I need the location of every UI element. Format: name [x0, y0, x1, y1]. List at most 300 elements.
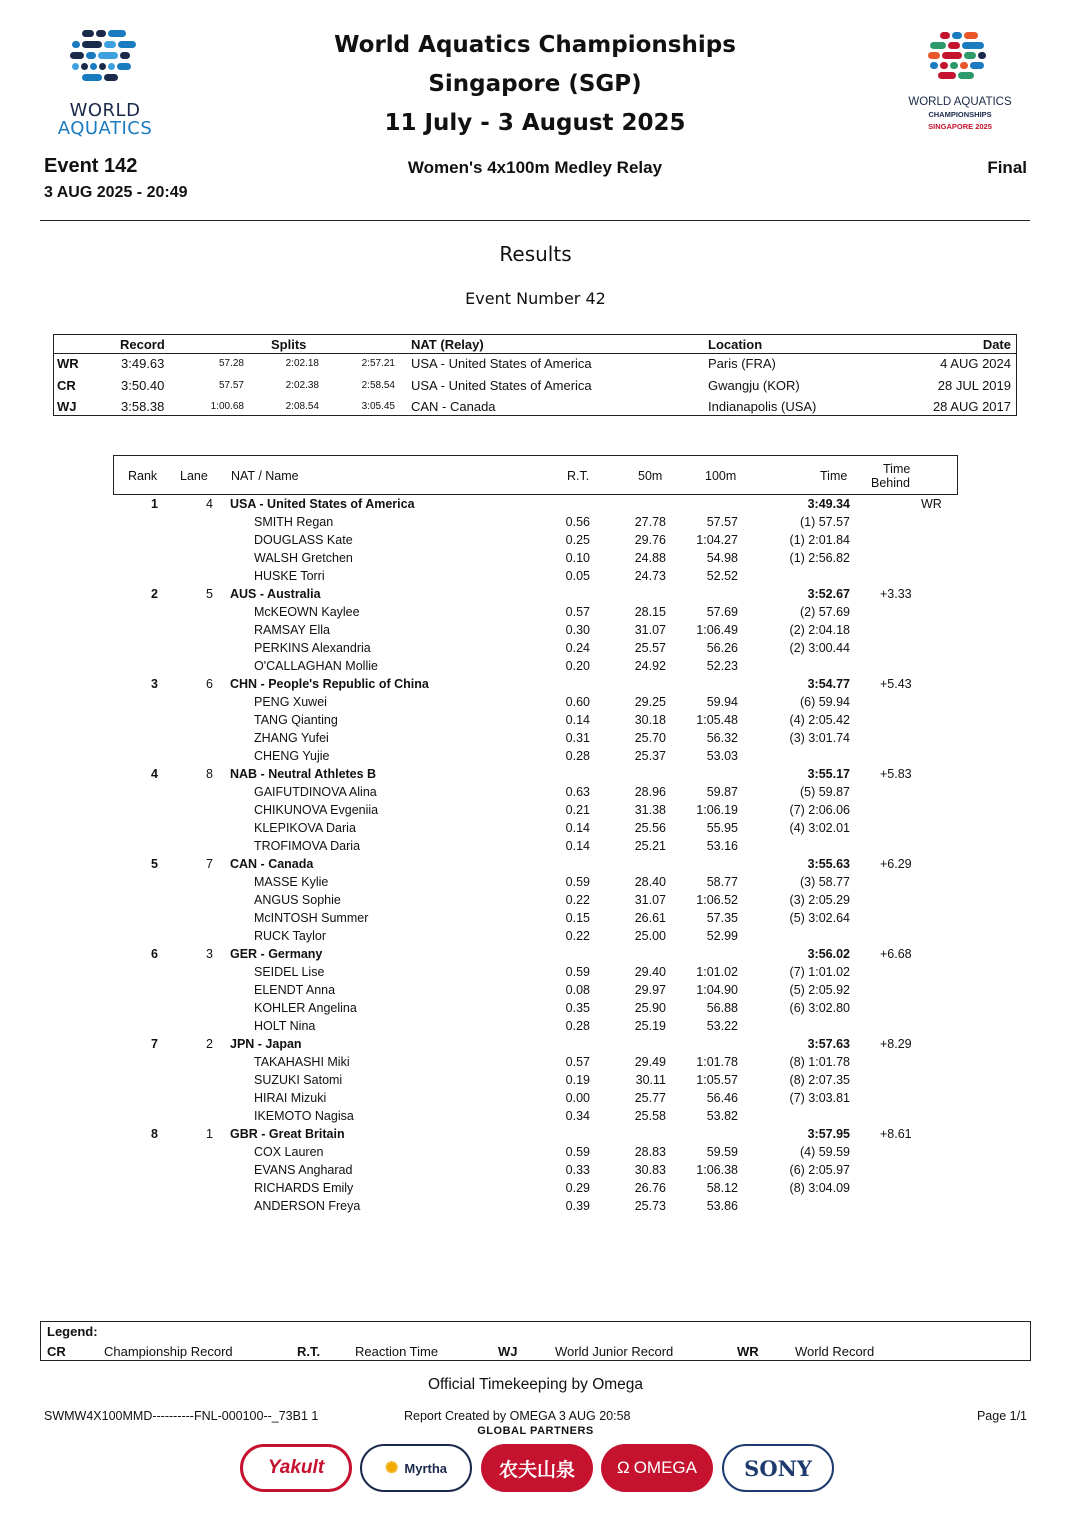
legend-title: Legend:	[47, 1324, 98, 1339]
swimmer-name: SMITH Regan	[254, 515, 334, 529]
swimmer-reaction-time: 0.25	[565, 533, 590, 547]
swimmer-cumulative-split: (8) 3:04.09	[789, 1181, 850, 1195]
results-table-header	[113, 455, 958, 495]
swimmer-cumulative-split: (4) 2:05.42	[789, 713, 850, 727]
records-header-record: Record	[120, 337, 165, 352]
col-rank: Rank	[128, 469, 158, 483]
swimmer-reaction-time: 0.59	[565, 965, 590, 979]
legend-code: WJ	[498, 1344, 518, 1359]
swimmer-100m: 53.22	[706, 1019, 738, 1033]
records-table	[53, 334, 1017, 416]
swimmer-50m: 30.11	[635, 1073, 666, 1087]
team-lane: 8	[206, 767, 213, 781]
swimmer-100m: 57.35	[706, 911, 738, 925]
record-split-3: 2:57.21	[361, 358, 395, 369]
team-row	[0, 586, 1071, 604]
swimmer-reaction-time: 0.59	[565, 1145, 590, 1159]
swimmer-50m: 29.76	[634, 533, 666, 547]
swimmer-row	[0, 910, 1071, 928]
record-nat: USA - United States of America	[411, 378, 592, 393]
swimmer-row	[0, 1198, 1071, 1216]
swimmer-50m: 31.07	[634, 893, 666, 907]
swimmer-cumulative-split: (1) 57.57	[799, 515, 850, 529]
swimmer-reaction-time: 0.63	[565, 785, 590, 799]
team-lane: 2	[206, 1037, 213, 1051]
swimmer-cumulative-split: (8) 1:01.78	[789, 1055, 850, 1069]
team-lane: 3	[206, 947, 213, 961]
swimmer-reaction-time: 0.24	[565, 641, 590, 655]
swimmer-100m: 59.94	[706, 695, 738, 709]
team-lane: 1	[206, 1127, 213, 1141]
swimmer-name: SEIDEL Lise	[254, 965, 325, 979]
record-location: Paris (FRA)	[708, 356, 776, 371]
swimmer-50m: 29.40	[634, 965, 666, 979]
swimmer-50m: 25.77	[634, 1091, 666, 1105]
team-row	[0, 1036, 1071, 1054]
team-name: GBR - Great Britain	[230, 1127, 345, 1141]
legend-code: R.T.	[297, 1344, 321, 1359]
title-line-1: World Aquatics Championships	[334, 32, 736, 58]
swimmer-reaction-time: 0.08	[565, 983, 590, 997]
record-row	[54, 376, 1016, 397]
swimmer-reaction-time: 0.22	[565, 893, 590, 907]
swimmer-reaction-time: 0.59	[565, 875, 590, 889]
swimmer-name: KLEPIKOVA Daria	[254, 821, 356, 835]
swimmer-reaction-time: 0.39	[565, 1199, 590, 1213]
swimmer-cumulative-split: (2) 2:04.18	[789, 623, 850, 637]
swimmer-reaction-time: 0.10	[565, 551, 590, 565]
col-name: NAT / Name	[231, 469, 299, 483]
swimmer-reaction-time: 0.28	[565, 749, 590, 763]
team-time: 3:57.63	[807, 1037, 850, 1051]
team-time-behind: +6.29	[880, 857, 912, 871]
team-name: USA - United States of America	[230, 497, 415, 511]
swimmer-name: MASSE Kylie	[254, 875, 329, 889]
records-header-date: Date	[982, 337, 1011, 352]
team-name: CAN - Canada	[230, 857, 314, 871]
swimmer-row	[0, 1054, 1071, 1072]
record-location: Gwangju (KOR)	[708, 378, 800, 393]
swimmer-reaction-time: 0.14	[565, 839, 590, 853]
swimmer-reaction-time: 0.05	[565, 569, 590, 583]
team-rank: 4	[151, 767, 158, 781]
swimmer-cumulative-split: (1) 2:56.82	[789, 551, 850, 565]
swimmer-name: O'CALLAGHAN Mollie	[254, 659, 378, 673]
swimmer-cumulative-split: (5) 2:05.92	[789, 983, 850, 997]
swimmer-reaction-time: 0.00	[565, 1091, 590, 1105]
team-lane: 5	[206, 587, 213, 601]
record-row	[54, 397, 1016, 418]
swimmer-50m: 28.15	[634, 605, 666, 619]
team-row	[0, 766, 1071, 784]
swimmer-50m: 26.61	[634, 911, 666, 925]
team-time: 3:57.95	[807, 1127, 850, 1141]
swimmer-100m: 57.57	[706, 515, 738, 529]
swimmer-100m: 52.99	[706, 929, 738, 943]
swimmer-reaction-time: 0.60	[565, 695, 590, 709]
swimmer-cumulative-split: (4) 3:02.01	[789, 821, 850, 835]
swimmer-100m: 53.82	[706, 1109, 738, 1123]
team-row	[0, 1126, 1071, 1144]
swimmer-reaction-time: 0.14	[565, 713, 590, 727]
swimmer-50m: 27.78	[634, 515, 666, 529]
legend-box	[40, 1321, 1031, 1361]
swimmer-100m: 54.98	[706, 551, 738, 565]
swimmer-reaction-time: 0.57	[565, 1055, 590, 1069]
swimmer-50m: 24.88	[634, 551, 666, 565]
logo-word-world: WORLD	[69, 100, 141, 121]
legend-desc: Championship Record	[104, 1344, 233, 1359]
event-label: Event 142	[44, 155, 138, 177]
record-date: 28 JUL 2019	[937, 378, 1011, 393]
report-code: SWMW4X100MMD----------FNL-000100--_73B1 1	[44, 1409, 319, 1423]
swimmer-100m: 1:06.52	[696, 893, 738, 907]
sponsor-myrtha-logo	[360, 1444, 472, 1492]
swimmer-cumulative-split: (3) 2:05.29	[789, 893, 850, 907]
page-number: Page 1/1	[976, 1409, 1027, 1423]
team-time: 3:54.77	[807, 677, 850, 691]
team-name: NAB - Neutral Athletes B	[230, 767, 377, 781]
swimmer-name: SUZUKI Satomi	[254, 1073, 343, 1087]
logo-right-line-2: CHAMPIONSHIPS	[928, 110, 992, 119]
swimmer-50m: 29.49	[634, 1055, 666, 1069]
swimmer-50m: 29.25	[634, 695, 666, 709]
swimmer-reaction-time: 0.19	[565, 1073, 590, 1087]
swimmer-row	[0, 1144, 1071, 1162]
swimmer-reaction-time: 0.30	[565, 623, 590, 637]
swimmer-50m: 28.83	[634, 1145, 666, 1159]
swimmer-50m: 25.58	[634, 1109, 666, 1123]
swimmer-row	[0, 550, 1071, 568]
team-time-behind: +5.43	[880, 677, 912, 691]
record-time: 3:49.63	[121, 356, 165, 371]
swimmer-50m: 25.19	[634, 1019, 666, 1033]
record-split-3: 3:05.45	[361, 401, 395, 412]
swimmer-100m: 52.52	[706, 569, 738, 583]
title-line-2: Singapore (SGP)	[428, 71, 642, 97]
legend-desc: World Record	[795, 1344, 875, 1359]
swimmer-name: HUSKE Torri	[254, 569, 325, 583]
swimmer-cumulative-split: (1) 2:01.84	[789, 533, 850, 547]
legend-desc: World Junior Record	[555, 1344, 674, 1359]
round-label: Final	[987, 158, 1027, 177]
swimmer-100m: 53.03	[706, 749, 738, 763]
swimmer-name: HOLT Nina	[254, 1019, 316, 1033]
swimmer-50m: 31.07	[634, 623, 666, 637]
event-number: Event Number 42	[465, 289, 606, 308]
team-name: CHN - People's Republic of China	[230, 677, 429, 691]
sponsor-myrtha-text: Myrtha	[404, 1460, 448, 1476]
swimmer-reaction-time: 0.33	[565, 1163, 590, 1177]
swimmer-reaction-time: 0.21	[565, 803, 590, 817]
swimmer-100m: 58.12	[706, 1181, 738, 1195]
swimmer-100m: 56.88	[706, 1001, 738, 1015]
swimmer-100m: 56.26	[706, 641, 738, 655]
timekeeping-note: Official Timekeeping by Omega	[427, 1376, 644, 1393]
col-time-behind-1: Time	[883, 462, 911, 476]
global-partners-label: GLOBAL PARTNERS	[477, 1425, 594, 1437]
record-split-1: 57.28	[218, 358, 244, 369]
swimmer-name: EVANS Angharad	[254, 1163, 353, 1177]
sponsor-nongfu-logo: 农夫山泉	[481, 1444, 593, 1492]
sponsor-yakult-logo: Yakult	[240, 1444, 352, 1492]
swimmer-cumulative-split: (2) 3:00.44	[789, 641, 850, 655]
swimmer-name: ANDERSON Freya	[254, 1199, 361, 1213]
records-header-location: Location	[708, 337, 763, 352]
swimmer-50m: 25.37	[634, 749, 666, 763]
wave-dots-icon	[44, 30, 166, 98]
swimmer-cumulative-split: (6) 3:02.80	[789, 1001, 850, 1015]
logo-word-aquatics: AQUATICS	[57, 118, 153, 139]
swimmer-50m: 25.21	[634, 839, 666, 853]
team-lane: 4	[206, 497, 213, 511]
record-split-2: 2:08.54	[285, 401, 319, 412]
event-name: Women's 4x100m Medley Relay	[407, 158, 663, 177]
record-date: 28 AUG 2017	[932, 399, 1011, 414]
swimmer-50m: 30.83	[634, 1163, 666, 1177]
swimmer-name: PENG Xuwei	[254, 695, 327, 709]
swimmer-row	[0, 874, 1071, 892]
swimmer-name: RICHARDS Emily	[254, 1181, 354, 1195]
team-rank: 7	[151, 1037, 158, 1051]
swimmer-name: RUCK Taylor	[254, 929, 327, 943]
team-time-behind: +8.61	[880, 1127, 912, 1141]
legend-code: CR	[47, 1344, 66, 1359]
swimmer-row	[0, 982, 1071, 1000]
record-nat: USA - United States of America	[411, 356, 592, 371]
swimmer-100m: 1:05.57	[696, 1073, 738, 1087]
sponsor-sony-logo: SONY	[722, 1444, 834, 1492]
championship-wave-icon	[890, 30, 1030, 92]
swimmer-cumulative-split: (8) 2:07.35	[789, 1073, 850, 1087]
team-row	[0, 946, 1071, 964]
sun-icon: ✺	[384, 1460, 399, 1477]
championships-logo	[890, 30, 1030, 140]
swimmer-row	[0, 532, 1071, 550]
record-row	[54, 354, 1016, 375]
swimmer-50m: 30.18	[634, 713, 666, 727]
swimmer-name: ELENDT Anna	[254, 983, 336, 997]
swimmer-100m: 56.32	[706, 731, 738, 745]
swimmer-50m: 28.40	[634, 875, 666, 889]
swimmer-cumulative-split: (5) 3:02.64	[789, 911, 850, 925]
swimmer-name: IKEMOTO Nagisa	[254, 1109, 354, 1123]
swimmer-name: TANG Qianting	[254, 713, 338, 727]
col-50m: 50m	[638, 469, 663, 483]
swimmer-100m: 57.69	[706, 605, 738, 619]
team-lane: 6	[206, 677, 213, 691]
world-aquatics-logo	[44, 30, 166, 140]
swimmer-row	[0, 748, 1071, 766]
swimmer-row	[0, 658, 1071, 676]
swimmer-100m: 52.23	[706, 659, 738, 673]
logo-right-line-3: SINGAPORE 2025	[928, 122, 992, 131]
team-time-behind: +6.68	[880, 947, 912, 961]
swimmer-50m: 25.90	[634, 1001, 666, 1015]
swimmer-reaction-time: 0.20	[565, 659, 590, 673]
team-row	[0, 496, 1071, 514]
swimmer-row	[0, 514, 1071, 532]
swimmer-100m: 1:01.78	[696, 1055, 738, 1069]
team-name: AUS - Australia	[230, 587, 321, 601]
col-time-behind-2: Behind	[871, 476, 910, 490]
swimmer-row	[0, 622, 1071, 640]
swimmer-row	[0, 640, 1071, 658]
swimmer-row	[0, 1018, 1071, 1036]
team-time-behind: +8.29	[880, 1037, 912, 1051]
swimmer-100m: 1:06.38	[696, 1163, 738, 1177]
swimmer-reaction-time: 0.15	[565, 911, 590, 925]
team-time: 3:49.34	[807, 497, 850, 511]
swimmer-100m: 58.77	[706, 875, 738, 889]
swimmer-reaction-time: 0.57	[565, 605, 590, 619]
swimmer-50m: 28.96	[634, 785, 666, 799]
swimmer-100m: 1:05.48	[696, 713, 738, 727]
swimmer-name: CHIKUNOVA Evgeniia	[254, 803, 379, 817]
swimmer-cumulative-split: (3) 3:01.74	[789, 731, 850, 745]
col-100m: 100m	[705, 469, 737, 483]
team-time: 3:55.63	[807, 857, 850, 871]
swimmer-cumulative-split: (7) 3:03.81	[789, 1091, 850, 1105]
swimmer-50m: 31.38	[634, 803, 666, 817]
swimmer-row	[0, 784, 1071, 802]
swimmer-row	[0, 730, 1071, 748]
swimmer-row	[0, 964, 1071, 982]
swimmer-100m: 59.87	[706, 785, 738, 799]
swimmer-name: KOHLER Angelina	[254, 1001, 357, 1015]
record-date: 4 AUG 2024	[940, 356, 1011, 371]
swimmer-row	[0, 1180, 1071, 1198]
team-row	[0, 676, 1071, 694]
swimmer-100m: 53.16	[706, 839, 738, 853]
swimmer-100m: 1:01.02	[696, 965, 738, 979]
swimmer-100m: 55.95	[706, 821, 738, 835]
team-time-behind: +3.33	[880, 587, 912, 601]
swimmer-name: DOUGLASS Kate	[254, 533, 353, 547]
swimmer-name: McINTOSH Summer	[254, 911, 369, 925]
swimmer-cumulative-split: (3) 58.77	[799, 875, 850, 889]
omega-icon: Ω	[616, 1458, 630, 1477]
swimmer-reaction-time: 0.29	[565, 1181, 590, 1195]
legend-code: WR	[737, 1344, 759, 1359]
swimmer-reaction-time: 0.31	[565, 731, 590, 745]
team-time: 3:56.02	[807, 947, 850, 961]
record-split-1: 57.57	[218, 380, 244, 391]
team-record-badge: WR	[921, 497, 942, 511]
records-header	[54, 335, 1016, 354]
swimmer-reaction-time: 0.35	[565, 1001, 590, 1015]
team-time: 3:55.17	[807, 767, 850, 781]
swimmer-reaction-time: 0.28	[565, 1019, 590, 1033]
swimmer-name: ANGUS Sophie	[254, 893, 341, 907]
swimmer-cumulative-split: (2) 57.69	[799, 605, 850, 619]
swimmer-row	[0, 694, 1071, 712]
sponsor-omega-logo	[601, 1444, 713, 1492]
swimmer-cumulative-split: (7) 1:01.02	[789, 965, 850, 979]
swimmer-name: WALSH Gretchen	[254, 551, 353, 565]
swimmer-row	[0, 1108, 1071, 1126]
report-created: Report Created by OMEGA 3 AUG 20:58	[404, 1409, 631, 1423]
swimmer-50m: 25.70	[634, 731, 666, 745]
swimmer-reaction-time: 0.34	[565, 1109, 590, 1123]
swimmer-reaction-time: 0.14	[565, 821, 590, 835]
swimmer-name: COX Lauren	[254, 1145, 324, 1159]
swimmer-100m: 56.46	[706, 1091, 738, 1105]
swimmer-name: TAKAHASHI Miki	[254, 1055, 350, 1069]
swimmer-50m: 25.57	[634, 641, 666, 655]
record-split-2: 2:02.38	[285, 380, 319, 391]
record-split-3: 2:58.54	[361, 380, 395, 391]
swimmer-100m: 1:06.49	[696, 623, 738, 637]
swimmer-50m: 24.73	[634, 569, 666, 583]
legend-desc: Reaction Time	[355, 1344, 439, 1359]
swimmer-100m: 59.59	[706, 1145, 738, 1159]
swimmer-name: RAMSAY Ella	[254, 623, 330, 637]
swimmer-50m: 25.00	[634, 929, 666, 943]
swimmer-row	[0, 568, 1071, 586]
swimmer-reaction-time: 0.22	[565, 929, 590, 943]
sponsor-omega-text: OMEGA	[633, 1458, 697, 1477]
swimmer-reaction-time: 0.56	[565, 515, 590, 529]
swimmer-row	[0, 928, 1071, 946]
team-rank: 3	[151, 677, 158, 691]
team-rank: 1	[151, 497, 158, 511]
swimmer-cumulative-split: (5) 59.87	[799, 785, 850, 799]
swimmer-name: ZHANG Yufei	[254, 731, 329, 745]
swimmer-50m: 25.56	[634, 821, 666, 835]
team-rank: 5	[151, 857, 158, 871]
record-code: WJ	[57, 399, 77, 414]
swimmer-cumulative-split: (7) 2:06.06	[789, 803, 850, 817]
team-rank: 6	[151, 947, 158, 961]
swimmer-name: PERKINS Alexandria	[254, 641, 371, 655]
results-heading: Results	[499, 242, 572, 266]
swimmer-row	[0, 1000, 1071, 1018]
swimmer-row	[0, 1072, 1071, 1090]
swimmer-cumulative-split: (4) 59.59	[799, 1145, 850, 1159]
record-split-1: 1:00.68	[210, 401, 244, 412]
swimmer-name: GAIFUTDINOVA Alina	[254, 785, 377, 799]
swimmer-100m: 53.86	[706, 1199, 738, 1213]
record-nat: CAN - Canada	[411, 399, 496, 414]
swimmer-name: TROFIMOVA Daria	[254, 839, 361, 853]
title-line-3: 11 July - 3 August 2025	[384, 110, 686, 136]
team-name: GER - Germany	[230, 947, 323, 961]
swimmer-100m: 1:06.19	[696, 803, 738, 817]
col-time: Time	[820, 469, 848, 483]
swimmer-row	[0, 802, 1071, 820]
logo-right-line-1: WORLD AQUATICS	[908, 96, 1012, 108]
team-row	[0, 856, 1071, 874]
swimmer-row	[0, 1090, 1071, 1108]
record-time: 3:50.40	[121, 378, 165, 393]
col-lane: Lane	[180, 469, 208, 483]
swimmer-50m: 29.97	[634, 983, 666, 997]
team-lane: 7	[206, 857, 213, 871]
swimmer-50m: 26.76	[634, 1181, 666, 1195]
record-location: Indianapolis (USA)	[708, 399, 817, 414]
swimmer-cumulative-split: (6) 59.94	[799, 695, 850, 709]
results-body	[0, 496, 1071, 1216]
swimmer-50m: 24.92	[634, 659, 666, 673]
swimmer-100m: 1:04.90	[696, 983, 738, 997]
record-split-2: 2:02.18	[285, 358, 319, 369]
record-code: WR	[57, 356, 79, 371]
swimmer-row	[0, 712, 1071, 730]
team-time: 3:52.67	[807, 587, 850, 601]
record-code: CR	[57, 378, 76, 393]
swimmer-row	[0, 892, 1071, 910]
